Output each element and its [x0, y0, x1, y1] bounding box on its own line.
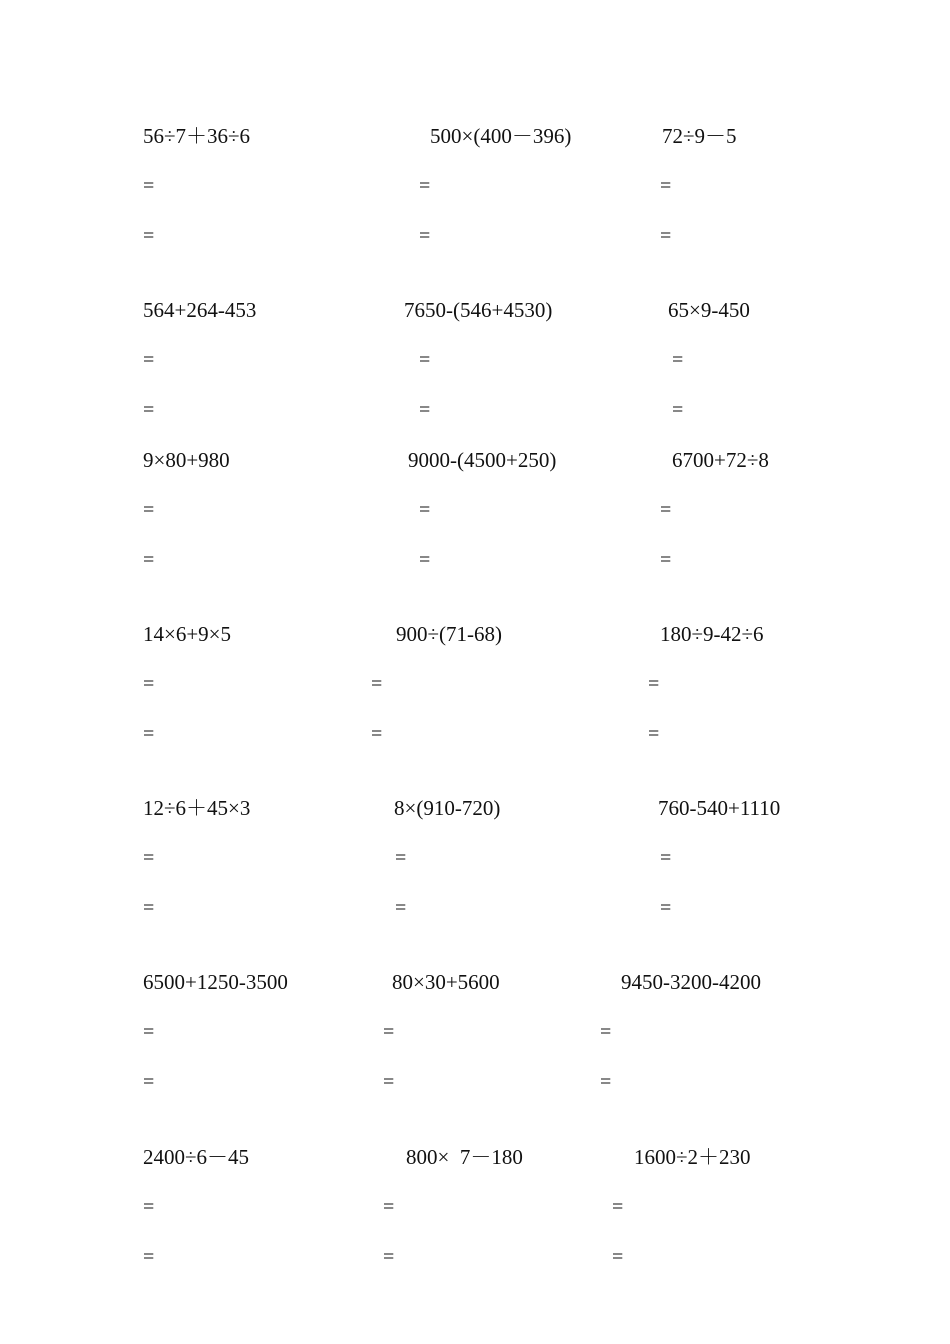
equals-sign: = — [600, 1071, 612, 1093]
problem-6: 65×9-450 — [668, 298, 750, 322]
problem-4: 564+264-453 — [143, 298, 257, 322]
equals-sign: = — [419, 349, 431, 371]
equals-sign: = — [143, 847, 155, 869]
problem-2: 500×(400－396) — [430, 124, 572, 148]
problem-16: 6500+1250-3500 — [143, 970, 288, 994]
equals-sign: = — [660, 175, 672, 197]
problem-9: 6700+72÷8 — [672, 448, 769, 472]
equals-sign: = — [143, 499, 155, 521]
problem-18: 9450-3200-4200 — [621, 970, 761, 994]
problem-19: 2400÷6－45 — [143, 1145, 250, 1169]
equals-sign: = — [660, 847, 672, 869]
equals-sign: = — [143, 549, 155, 571]
equals-sign: = — [660, 225, 672, 247]
problem-13: 12÷6＋45×3 — [143, 796, 251, 820]
equals-sign: = — [143, 673, 155, 695]
problem-7: 9×80+980 — [143, 448, 230, 472]
equals-sign: = — [383, 1071, 395, 1093]
equals-sign: = — [660, 549, 672, 571]
equals-sign: = — [143, 1246, 155, 1268]
equals-sign: = — [143, 225, 155, 247]
problem-11: 900÷(71-68) — [396, 622, 503, 646]
problem-21: 1600÷2＋230 — [634, 1145, 751, 1169]
equals-sign: = — [383, 1021, 395, 1043]
equals-sign: = — [383, 1246, 395, 1268]
equals-sign: = — [143, 897, 155, 919]
problem-5: 7650-(546+4530) — [404, 298, 553, 322]
problem-10: 14×6+9×5 — [143, 622, 232, 646]
equals-sign: = — [660, 897, 672, 919]
equals-sign: = — [371, 723, 383, 745]
equals-sign: = — [419, 399, 431, 421]
equals-sign: = — [419, 175, 431, 197]
equals-sign: = — [395, 847, 407, 869]
equals-sign: = — [672, 349, 684, 371]
problem-12: 180÷9-42÷6 — [660, 622, 764, 646]
equals-sign: = — [612, 1246, 624, 1268]
equals-sign: = — [143, 1196, 155, 1218]
equals-sign: = — [143, 175, 155, 197]
problem-14: 8×(910-720) — [394, 796, 501, 820]
problem-3: 72÷9－5 — [662, 124, 737, 148]
equals-sign: = — [143, 1071, 155, 1093]
equals-sign: = — [612, 1196, 624, 1218]
equals-sign: = — [143, 349, 155, 371]
problem-17: 80×30+5600 — [392, 970, 500, 994]
equals-sign: = — [371, 673, 383, 695]
equals-sign: = — [660, 499, 672, 521]
equals-sign: = — [143, 1021, 155, 1043]
equals-sign: = — [648, 673, 660, 695]
problem-20: 800× 7－180 — [406, 1145, 523, 1169]
equals-sign: = — [143, 399, 155, 421]
problem-8: 9000-(4500+250) — [408, 448, 557, 472]
equals-sign: = — [419, 499, 431, 521]
equals-sign: = — [419, 549, 431, 571]
equals-sign: = — [419, 225, 431, 247]
equals-sign: = — [672, 399, 684, 421]
equals-sign: = — [143, 723, 155, 745]
problem-1: 56÷7＋36÷6 — [143, 124, 251, 148]
problem-15: 760-540+1110 — [658, 796, 781, 820]
equals-sign: = — [395, 897, 407, 919]
equals-sign: = — [648, 723, 660, 745]
equals-sign: = — [383, 1196, 395, 1218]
equals-sign: = — [600, 1021, 612, 1043]
